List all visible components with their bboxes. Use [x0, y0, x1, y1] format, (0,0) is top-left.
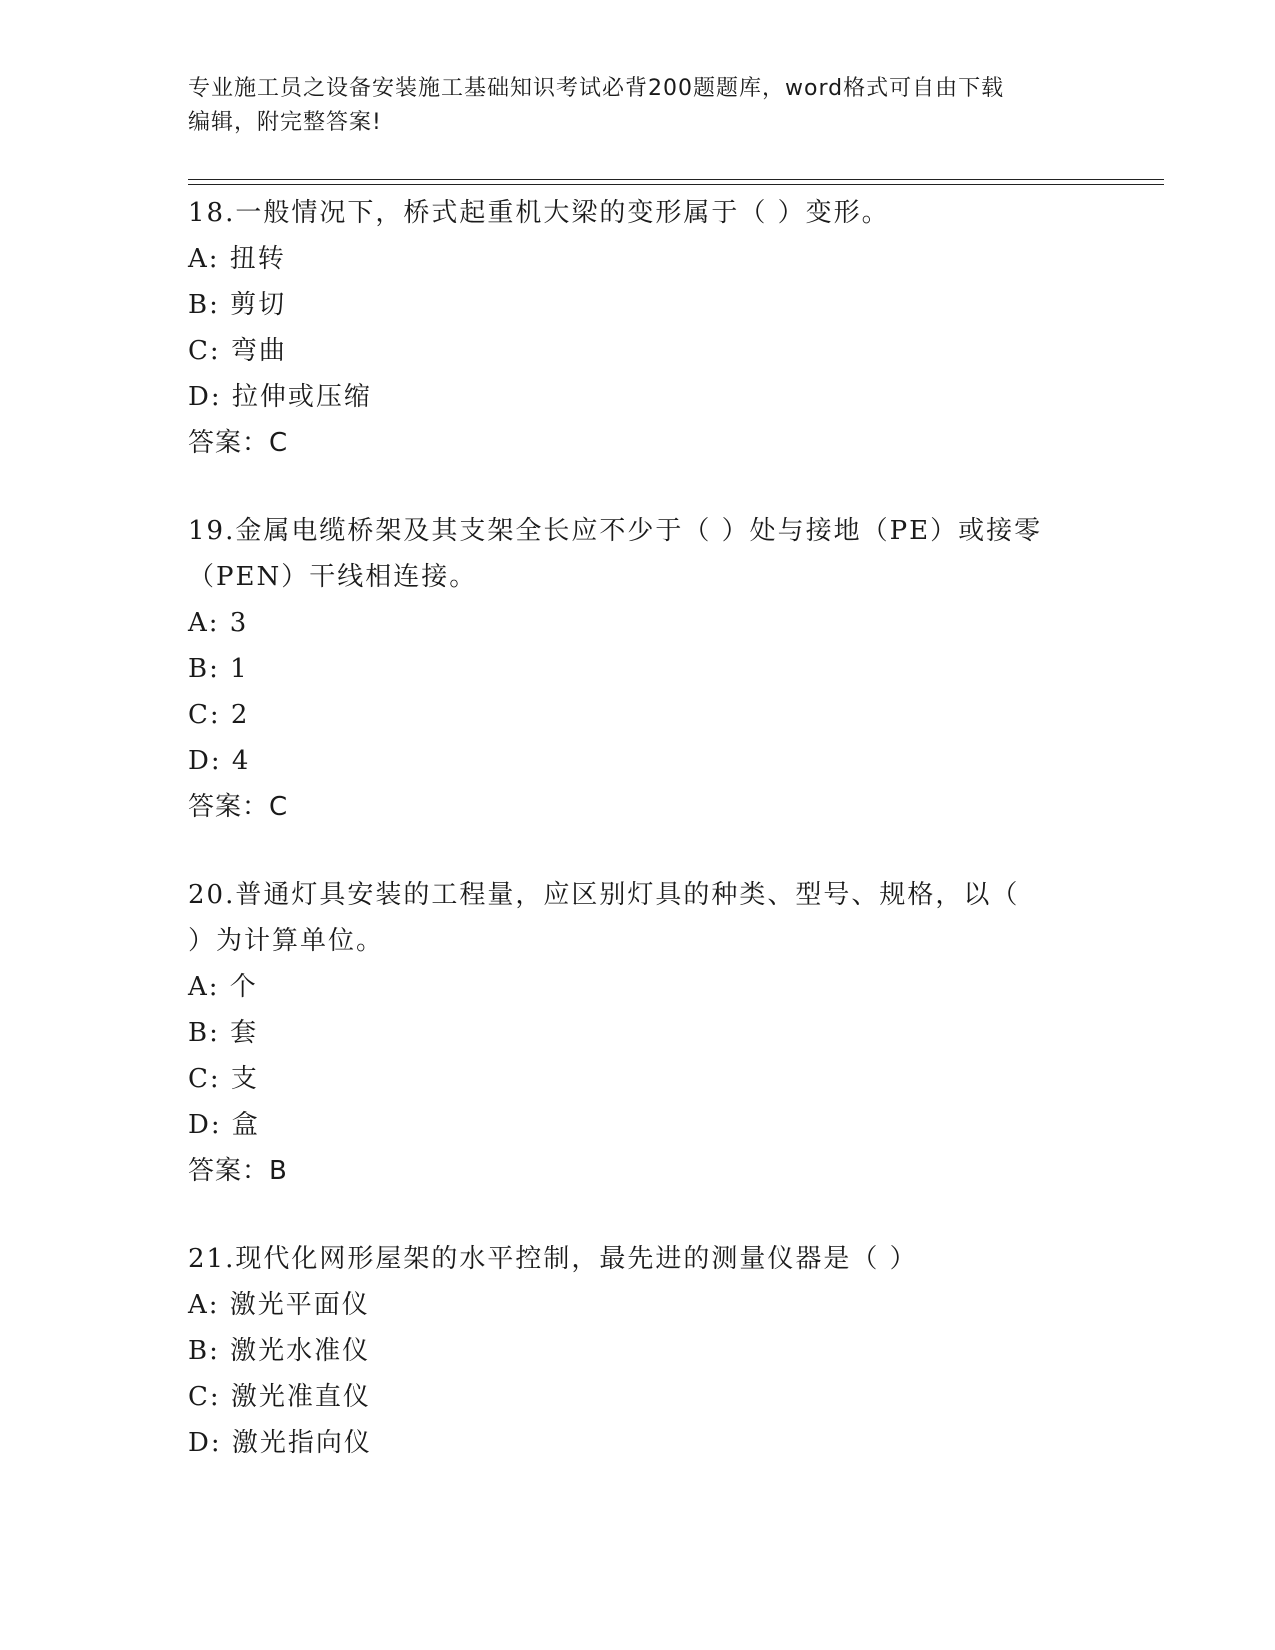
option-a: A: 扭转 [188, 244, 286, 274]
answer-label: 答案：C [188, 792, 289, 822]
option-d: D: 激光指向仪 [188, 1428, 372, 1458]
question-text-continued: ）为计算单位。 [188, 926, 385, 956]
question-text: 18.一般情况下，桥式起重机大梁的变形属于（ ）变形。 [188, 198, 890, 228]
question-text: 20.普通灯具安装的工程量，应区别灯具的种类、型号、规格，以（ [188, 880, 1020, 910]
answer-label: 答案：B [188, 1156, 288, 1186]
question-21 [188, 1236, 1088, 1466]
option-a: A: 激光平面仪 [188, 1290, 370, 1320]
question-text: 21.现代化网形屋架的水平控制，最先进的测量仪器是（ ） [188, 1244, 918, 1274]
question-19 [188, 508, 1088, 830]
header-divider-thin [188, 184, 1164, 185]
option-c: C: 2 [188, 700, 250, 730]
option-b: B: 1 [188, 654, 249, 684]
header-line-2: 编辑，附完整答案! [188, 110, 382, 135]
option-c: C: 弯曲 [188, 336, 287, 366]
option-b: B: 套 [188, 1018, 259, 1048]
option-a: A: 个 [188, 972, 258, 1002]
question-text-continued: （PEN）干线相连接。 [188, 562, 478, 592]
option-d: D: 盒 [188, 1110, 260, 1140]
option-b: B: 剪切 [188, 290, 287, 320]
option-b: B: 激光水准仪 [188, 1336, 371, 1366]
option-a: A: 3 [188, 608, 249, 638]
document-header [188, 72, 1088, 140]
question-20 [188, 872, 1088, 1194]
question-text: 19.金属电缆桥架及其支架全长应不少于（ ）处与接地（PE）或接零 [188, 516, 1043, 546]
option-d: D: 拉伸或压缩 [188, 382, 372, 412]
answer-label: 答案：C [188, 428, 289, 458]
option-c: C: 支 [188, 1064, 259, 1094]
header-divider-thick [188, 179, 1164, 180]
question-list [188, 190, 1088, 1508]
question-18 [188, 190, 1088, 466]
header-line-1: 专业施工员之设备安装施工基础知识考试必背200题题库，word格式可自由下载 [188, 76, 1005, 101]
option-d: D: 4 [188, 746, 251, 776]
option-c: C: 激光准直仪 [188, 1382, 371, 1412]
